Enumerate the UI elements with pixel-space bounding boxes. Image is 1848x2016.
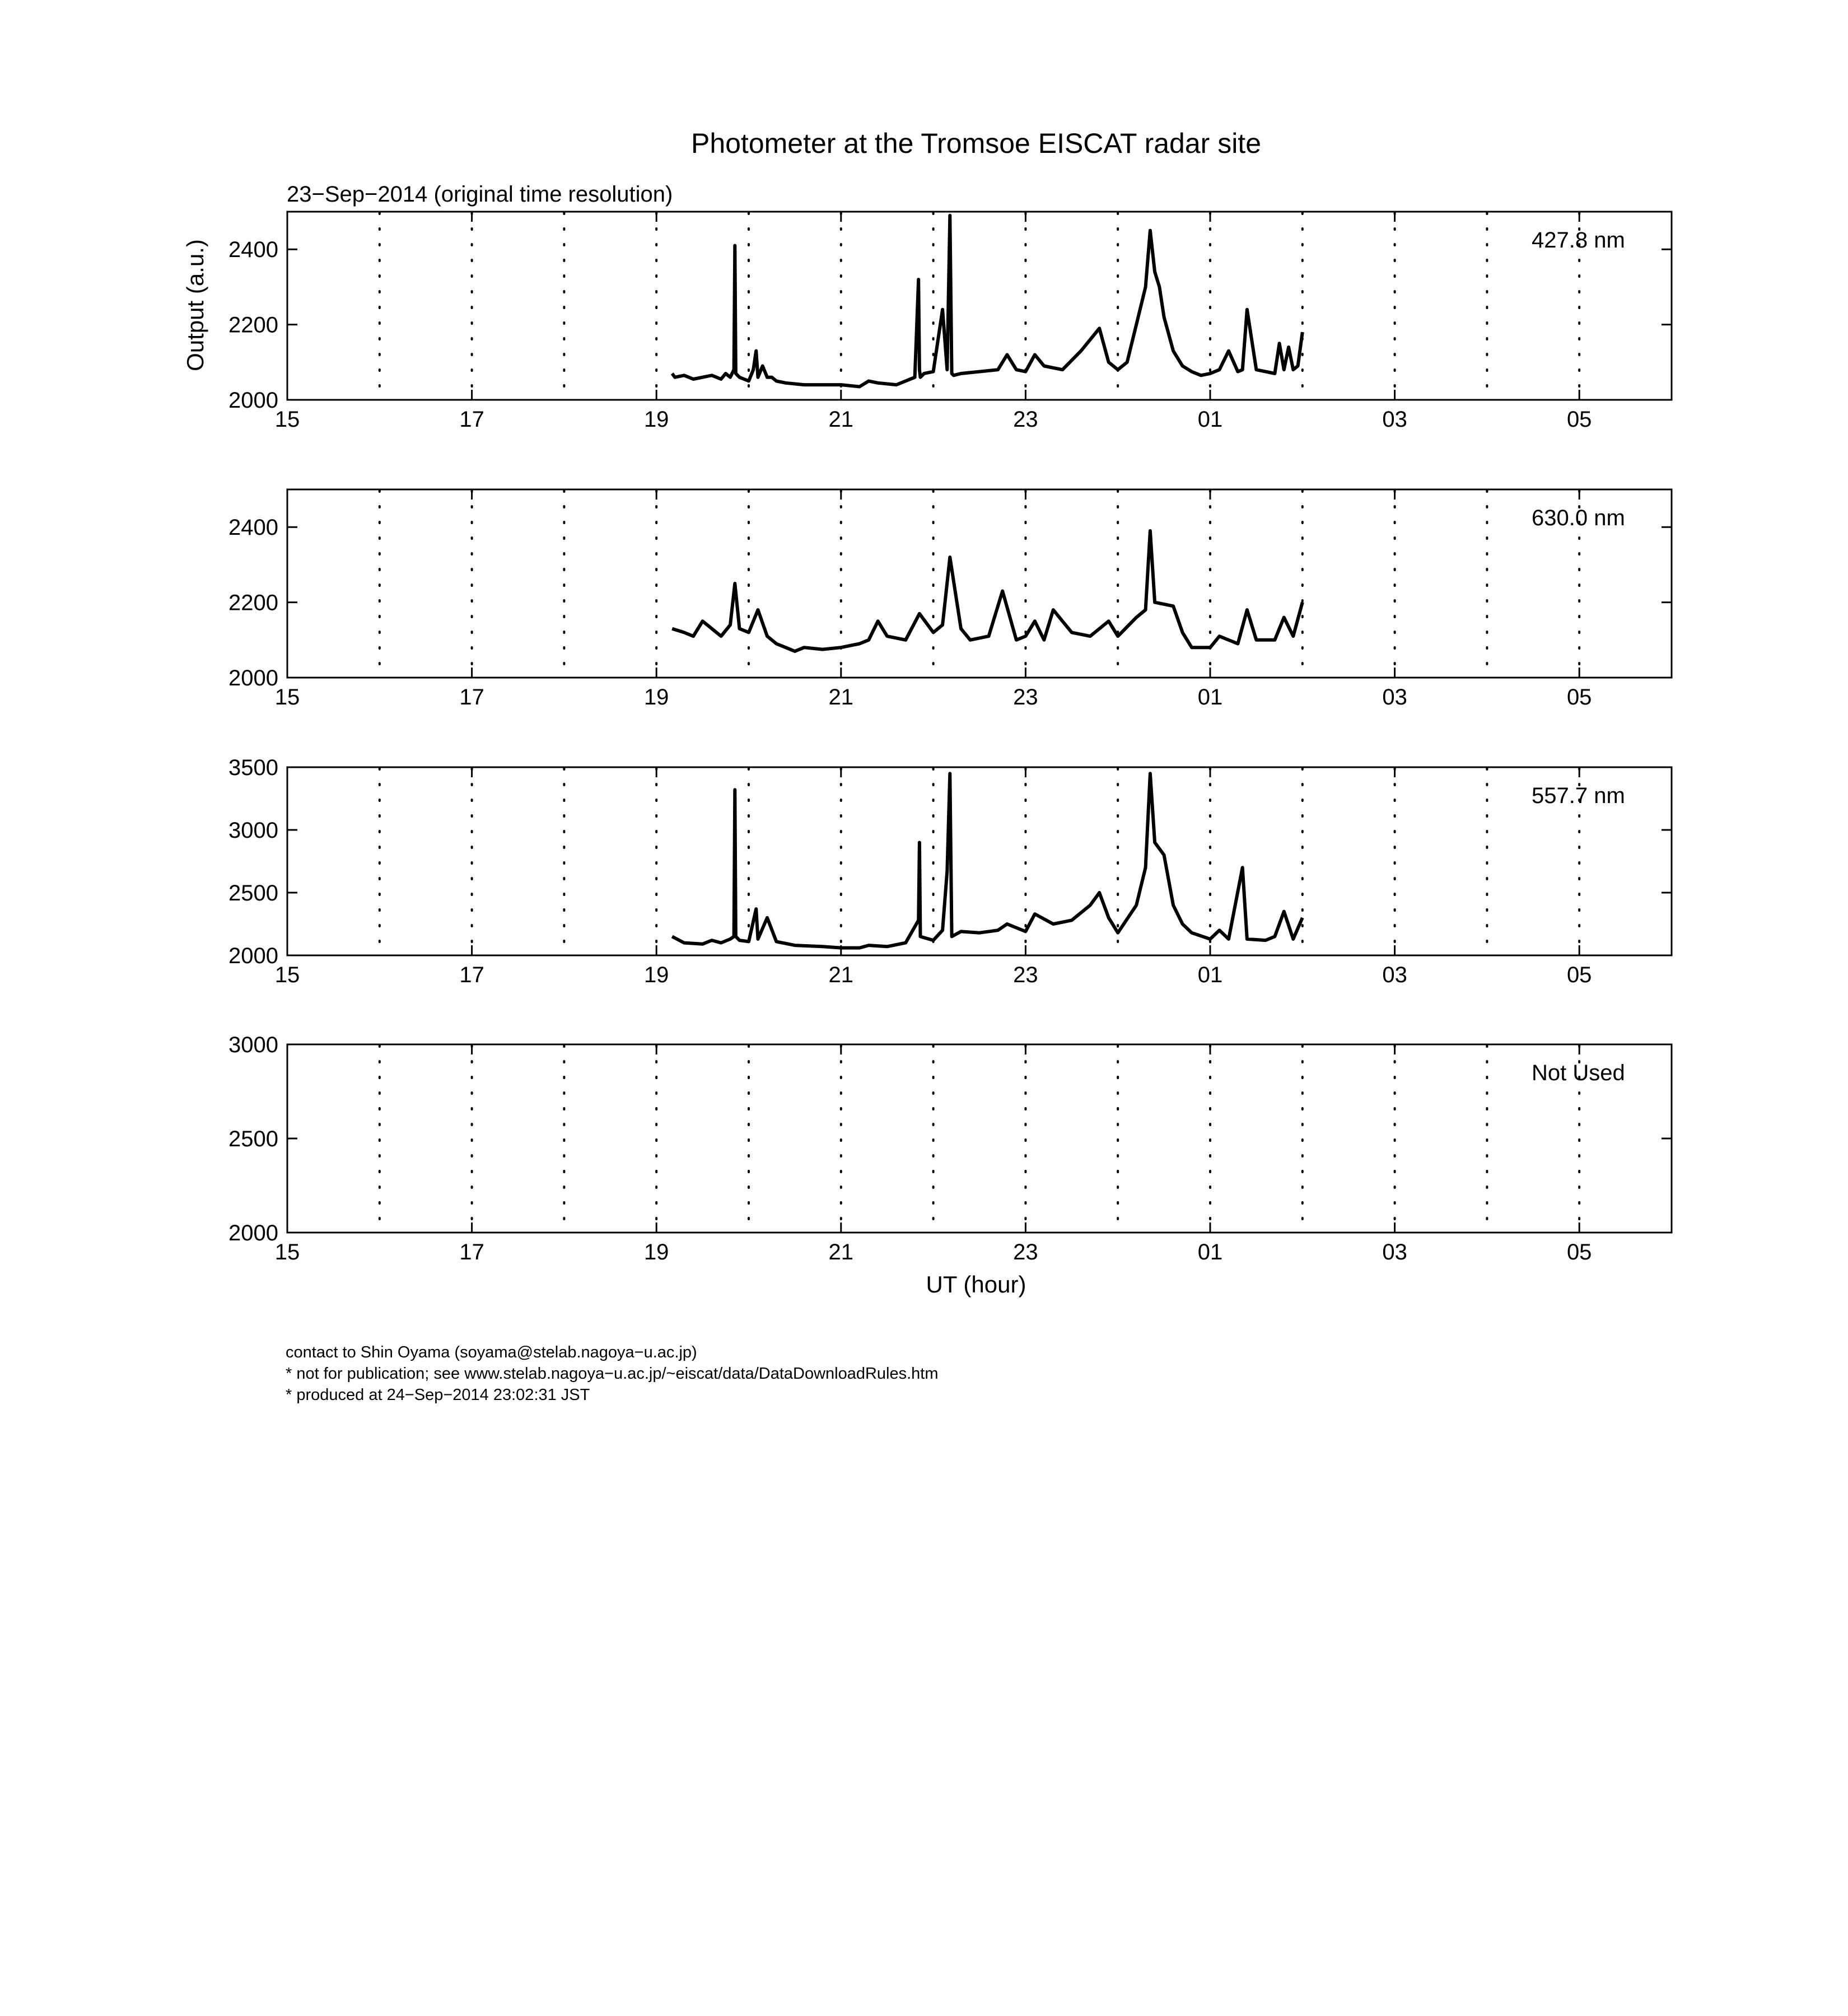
x-tick-label: 19 [643,1240,669,1264]
x-tick-label: 05 [1566,407,1592,432]
x-tick-label: 19 [643,685,669,710]
axes-frame [287,1044,1672,1233]
panel-4 [228,1033,1672,1264]
x-tick-label: 17 [459,963,484,987]
x-tick-label: 17 [459,1240,484,1264]
x-tick-label: 21 [828,407,854,432]
y-tick-label: 2000 [228,666,278,690]
panels-group [228,212,1672,1264]
panel-1 [228,212,1672,432]
y-tick-label: 3000 [228,818,278,843]
x-tick-label: 21 [828,1240,854,1264]
x-tick-label: 03 [1382,963,1407,987]
x-tick-label: 01 [1197,685,1223,710]
footer-notes [286,1342,939,1406]
y-tick-label: 2000 [228,944,278,968]
panel-3 [228,755,1672,987]
footer-publication-note: * not for publication; see www.stelab.nagoya−u.ac.jp/~eiscat/data/DataDownloadRules.htm [286,1365,939,1383]
x-tick-label: 03 [1382,685,1407,710]
y-tick-label: 2400 [228,515,278,540]
chart-subtitle: 23−Sep−2014 (original time resolution) [287,182,673,207]
x-tick-label: 15 [274,963,300,987]
panel-wavelength-label: 557.7 nm [1532,783,1625,808]
x-tick-label: 17 [459,407,484,432]
x-tick-label: 03 [1382,407,1407,432]
x-tick-label: 05 [1566,963,1592,987]
axes-frame [287,767,1672,955]
x-tick-label: 01 [1197,1240,1223,1264]
x-tick-label: 21 [828,685,854,710]
x-tick-label: 23 [1013,963,1038,987]
x-tick-label: 15 [274,1240,300,1264]
x-axis-label: UT (hour) [926,1271,1026,1298]
y-tick-label: 3500 [228,755,278,780]
data-line [672,773,1303,948]
x-tick-label: 15 [274,407,300,432]
panel-wavelength-label: Not Used [1532,1061,1625,1085]
y-tick-label: 2000 [228,388,278,413]
y-tick-label: 2000 [228,1221,278,1245]
x-tick-label: 23 [1013,407,1038,432]
data-line [672,531,1303,651]
x-tick-label: 19 [643,963,669,987]
y-tick-label: 2500 [228,881,278,906]
x-tick-label: 01 [1197,407,1223,432]
panel-2 [228,489,1672,710]
x-tick-label: 05 [1566,685,1592,710]
axes-frame [287,489,1672,678]
y-tick-label: 2200 [228,590,278,615]
x-tick-label: 01 [1197,963,1223,987]
panel-wavelength-label: 427.8 nm [1532,228,1625,253]
y-tick-label: 2400 [228,237,278,263]
data-line [672,216,1303,387]
x-tick-label: 19 [643,407,669,432]
footer-contact: contact to Shin Oyama (soyama@stelab.nagoya−u.ac.jp) [286,1343,697,1361]
x-tick-label: 23 [1013,1240,1038,1264]
y-tick-label: 2200 [228,312,278,338]
panel-wavelength-label: 630.0 nm [1532,506,1625,530]
y-axis-label: Output (a.u.) [182,239,208,371]
x-tick-label: 23 [1013,685,1038,710]
x-tick-label: 03 [1382,1240,1407,1264]
y-tick-label: 3000 [228,1033,278,1057]
chart-title: Photometer at the Tromsoe EISCAT radar site [690,128,1262,159]
x-tick-label: 05 [1566,1240,1592,1264]
y-tick-label: 2500 [228,1127,278,1151]
x-tick-label: 15 [274,685,300,710]
footer-produced-note: * produced at 24−Sep−2014 23:02:31 JST [286,1386,590,1404]
x-tick-label: 21 [828,963,854,987]
x-tick-label: 17 [459,685,484,710]
